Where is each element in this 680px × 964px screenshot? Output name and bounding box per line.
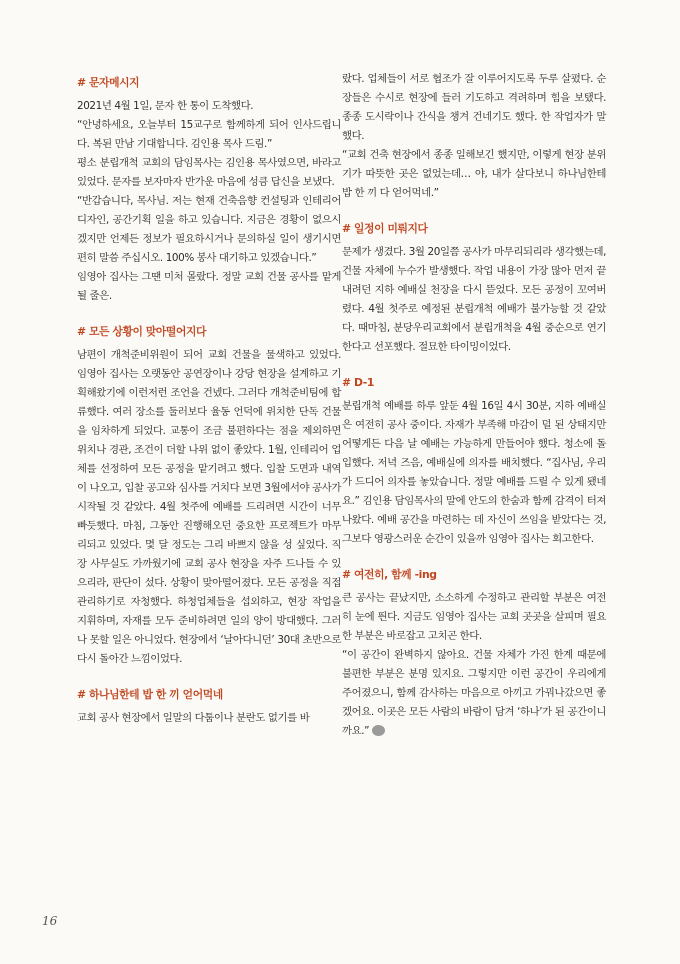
paragraph: “안녕하세요, 오늘부터 15교구로 함께하게 되어 인사드립니다. 복된 만남 기대합니다. 김인용 목사 드림.” [77, 119, 341, 150]
right-column [342, 70, 606, 757]
section-heading: # 여전히, 함께 -ing [342, 568, 437, 581]
left-column [77, 73, 341, 744]
paragraph: 큰 공사는 끝났지만, 소소하게 수정하고 관리할 부분은 여전히 눈에 띈다. 지금도 임영아 집사는 교회 곳곳을 살피며 필요한 부분은 바로잡고 고치곤 한다. [342, 592, 606, 642]
paragraph: “반갑습니다, 목사님. 저는 현재 건축음향 컨설팅과 인테리어 디자인, 공간기획 일을 하고 있습니다. 지금은 경황이 없으시겠지만 언제든 정보가 필요하시거나 문의하실 일이 생기시면 편히 말씀 주십시오. 100% 봉사 대기하고 있겠습니다.” [77, 195, 341, 264]
section-together [342, 565, 606, 741]
paragraph: 임영아 집사는 그땐 미처 몰랐다. 정말 교회 건물 공사를 맡게 될 줄은. [77, 271, 341, 302]
section-heading: # D-1 [342, 376, 374, 389]
section-meal-continued [342, 70, 606, 203]
paragraph: 평소 분립개척 교회의 담임목사는 김인용 목사였으면, 바라고 있었다. 문자를 보자마자 반가운 마음에 성큼 답신을 보냈다. [77, 157, 341, 188]
section-meal [77, 685, 341, 728]
paragraph: 2021년 4월 1일, 문자 한 통이 도착했다. [77, 100, 254, 112]
section-heading: # 모든 상황이 맞아떨어지다 [77, 325, 207, 338]
section-circumstances [77, 322, 341, 669]
section-heading: # 일정이 미뤄지다 [342, 222, 428, 235]
paragraph: “교회 건축 현장에서 종종 일해보긴 했지만, 이렇게 현장 분위기가 따뜻한 곳은 없었는데… 야, 내가 살다보니 하나님한테 밥 한 끼 다 얻어먹네.” [342, 149, 606, 199]
paragraph: 교회 공사 현장에서 일말의 다툼이나 분란도 없기를 바 [77, 712, 310, 724]
paragraph [342, 646, 606, 741]
section-d-1 [342, 373, 606, 549]
closing-quote: “이 공간이 완벽하지 않아요. 건물 자체가 가진 한계 때문에 불편한 부분은 분명 있지요. 그렇지만 이런 공간이 우리에게 주어졌으니, 함께 감사하는 마음으로 아끼고 가꿔나갔으면 좋겠어요. 이곳은 모든 사람의 바람이 담겨 ‘하나’가 된 공간이니까요.” [342, 649, 606, 737]
section-heading: # 하나님한테 밥 한 끼 얻어먹네 [77, 688, 223, 701]
paragraph: 랐다. 업체들이 서로 협조가 잘 이루어지도록 두루 살폈다. 순장들은 수시로 현장에 들러 기도하고 격려하며 힘을 보탰다. 종종 도시락이나 간식을 챙겨 건네기도 했다. 한 작업자가 말했다. [342, 73, 606, 142]
section-text-message [77, 73, 341, 306]
section-heading: # 문자메시지 [77, 76, 140, 89]
section-delay [342, 219, 606, 357]
paragraph: 남편이 개척준비위원이 되어 교회 건물을 물색하고 있었다. 임영아 집사는 오랫동안 공연장이나 강당 현장을 설계하고 기획해왔기에 이런저런 조언을 건넸다. 그러다 개척준비팀에 합류했다. 여러 장소를 둘러보다 율동 언덕에 위치한 단독 건물을 임차하게 되었다. 교통이 조금 불편하다는 점을 제외하면 위치나 경관, 조건이 더할 나위 없이 좋았다. 1월, 인테리어 업체를 선정하여 모든 공정을 맡기려고 했다. 입찰 도면과 내역이 나오고, 입찰 공고와 심사를 거치다 보면 3월에서야 공사가 시작될 것 같았다. 4월 첫주에 예배를 드리려면 시간이 너무 빠듯했다. 마침, 그동안 진행해오던 중요한 프로젝트가 마무리되고 있었다. 몇 달 정도는 그리 바쁘지 않을 성 싶었다. 직장 사무실도 가까웠기에 교회 공사 현장을 자주 드나들 수 있으리라, 판단이 섰다. 상황이 맞아떨어졌다. 모든 공정을 직접 관리하기로 자청했다. 하청업체들을 섭외하고, 현장 작업을 지휘하며, 자재를 모두 준비하려면 일의 양이 방대했다. 그러나 못할 일은 아니었다. 현장에서 ‘날아다니던’ 30대 초반으로 다시 돌아간 느낌이었다. [77, 349, 341, 665]
end-mark-icon [372, 725, 385, 736]
paragraph: 문제가 생겼다. 3월 20일쯤 공사가 마무리되리라 생각했는데, 건물 자체에 누수가 발생했다. 작업 내용이 가장 많아 먼저 끝내려던 지하 예배실 천장을 다시 뜯었다. 모든 공정이 꼬여버렸다. 4월 첫주로 예정된 분립개척 예배가 불가능할 것 같았다. 때마침, 분당우리교회에서 분립개척을 4월 중순으로 연기한다고 선포했다. 절묘한 타이밍이었다. [342, 246, 606, 353]
page-number: 16 [42, 914, 58, 928]
paragraph: 분립개척 예배를 하루 앞둔 4월 16일 4시 30분, 지하 예배실은 여전히 공사 중이다. 자재가 부족해 마감이 덜 된 상태지만 어떻게든 다음 날 예배는 가능하게 만들어야 했다. 청소에 돌입했다. 저녁 즈음, 예배실에 의자를 배치했다. “집사님, 우리가 드디어 의자를 놓았습니다. 정말 예배를 드릴 수 있게 됐네요.” 김인용 담임목사의 말에 안도의 한숨과 함께 감격이 터져나왔다. 예배 공간을 마련하는 데 자신이 쓰임을 받았다는 것, 그보다 영광스러운 순간이 있을까 임영아 집사는 회고한다. [342, 400, 606, 545]
